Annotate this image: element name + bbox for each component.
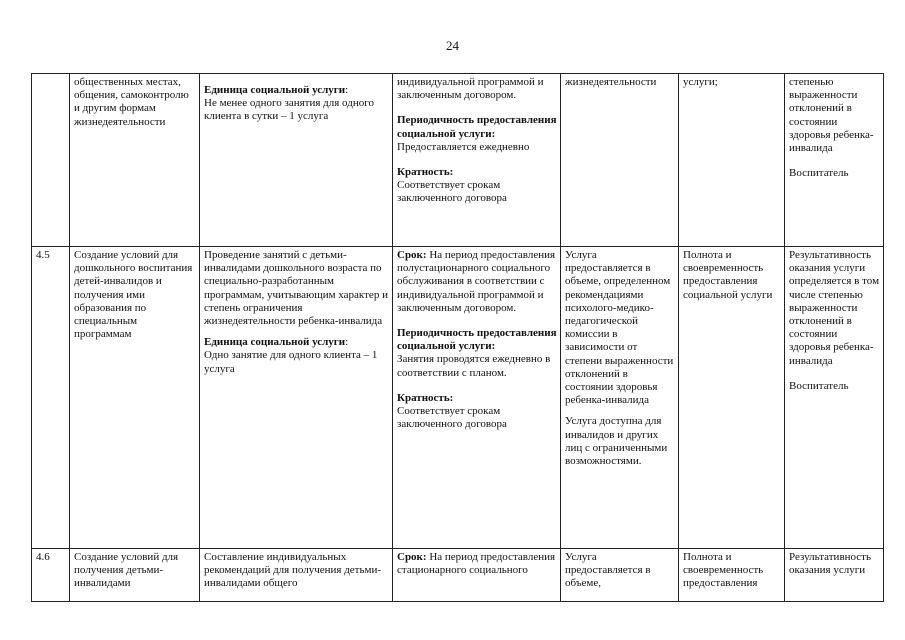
cell-term xyxy=(393,74,561,247)
cell-quality xyxy=(679,74,785,247)
table-row xyxy=(32,74,884,247)
cell-conditions xyxy=(561,247,679,549)
conditions-text: Услуга предоставляется в объеме, определенном рекомендациями психолого-медико-педагогической комиссии в зависимости от степени выраженности отклонений в состоянии здоровья ребенка-инвалида xyxy=(565,249,674,407)
cell-num xyxy=(32,74,70,247)
cell-result xyxy=(785,74,884,247)
cell-conditions xyxy=(561,549,679,602)
result-text: степенью выраженности отклонений в состоянии здоровья ребенка-инвалида xyxy=(789,76,874,155)
page-number: 24 xyxy=(446,38,459,53)
cell-description xyxy=(200,549,393,602)
multiplicity-text: Соответствует срокам заключенного договора xyxy=(397,405,507,431)
accessibility-text: Услуга доступна для инвалидов и других лиц с ограниченными возможностями. xyxy=(565,415,668,468)
cell-num: 4.5 xyxy=(32,247,70,549)
period-text: Занятия проводятся ежедневно в соответствии с планом. xyxy=(397,353,551,379)
unit-colon: : xyxy=(345,336,349,349)
unit-colon: : xyxy=(345,84,349,96)
cell-service-name xyxy=(70,247,200,549)
service-name: Создание условий для получения детьми-инвалидами xyxy=(74,551,179,590)
cell-result xyxy=(785,247,884,549)
unit-text: Одно занятие для одного клиента – 1 услуга xyxy=(204,349,378,375)
cell-description xyxy=(200,247,393,549)
description-text: Составление индивидуальных рекомендаций для получения детьми-инвалидами общего xyxy=(204,551,382,590)
service-name: общественных местах, общения, самоконтролю и другим формам жизнедеятельности xyxy=(74,76,189,128)
quality-text: услуги; xyxy=(683,76,718,88)
table-row xyxy=(32,247,884,549)
term-text: На период предоставления стационарного социального xyxy=(397,551,556,577)
period-label: Периодичность предоставления социальной услуги: xyxy=(397,114,557,140)
service-name: Создание условий для дошкольного воспитания детей-инвалидов и получения ими образования по специальным программам xyxy=(74,249,193,341)
executor-text: Воспитатель xyxy=(789,167,849,180)
conditions-text: Услуга предоставляется в объеме, xyxy=(565,551,651,590)
period-text: Предоставляется ежедневно xyxy=(397,140,530,153)
cell-service-name xyxy=(70,74,200,247)
term-label: Срок: xyxy=(397,551,427,563)
term-text: индивидуальной программой и заключенным договором. xyxy=(397,76,544,102)
table-row xyxy=(32,549,884,602)
result-text: Результативность оказания услуги xyxy=(789,551,872,577)
unit-label: Единица социальной услуги xyxy=(204,84,346,96)
multiplicity-label: Кратность: xyxy=(397,166,454,179)
cell-service-name xyxy=(70,549,200,602)
cell-conditions xyxy=(561,74,679,247)
unit-text: Не менее одного занятия для одного клиента в сутки – 1 услуга xyxy=(204,97,374,123)
period-label: Периодичность предоставления социальной услуги: xyxy=(397,327,557,353)
quality-text: Полнота и своевременность предоставления социальной услуги xyxy=(683,249,773,301)
description-text: Проведение занятий с детьми-инвалидами дошкольного возраста по специально-разработанным программам, учитывающим характер и степень ограничения жизнедеятельности ребенка-инвалида xyxy=(204,249,388,328)
result-text: Результативность оказания услуги определяется в том числе степенью выраженности отклонений в состоянии здоровья ребенка-инвалида xyxy=(789,249,880,367)
cell-num: 4.6 xyxy=(32,549,70,602)
multiplicity-label: Кратность: xyxy=(397,391,454,404)
multiplicity-text: Соответствует срокам заключенного договора xyxy=(397,179,507,205)
cell-description xyxy=(200,74,393,247)
term-label: Срок: xyxy=(397,249,427,261)
unit-label: Единица социальной услуги xyxy=(204,336,346,349)
cell-result xyxy=(785,549,884,602)
cell-quality xyxy=(679,549,785,602)
cell-term xyxy=(393,549,561,602)
term-text: На период предоставления полустационарного социального обслуживания в соответствии с индивидуальной программой и заключенным договором. xyxy=(397,249,556,314)
cell-term xyxy=(393,247,561,549)
services-table xyxy=(31,73,884,602)
executor-text: Воспитатель xyxy=(789,379,849,392)
cell-quality xyxy=(679,247,785,549)
quality-text: Полнота и своевременность предоставления xyxy=(683,551,764,590)
conditions-text: жизнедеятельности xyxy=(565,76,657,88)
